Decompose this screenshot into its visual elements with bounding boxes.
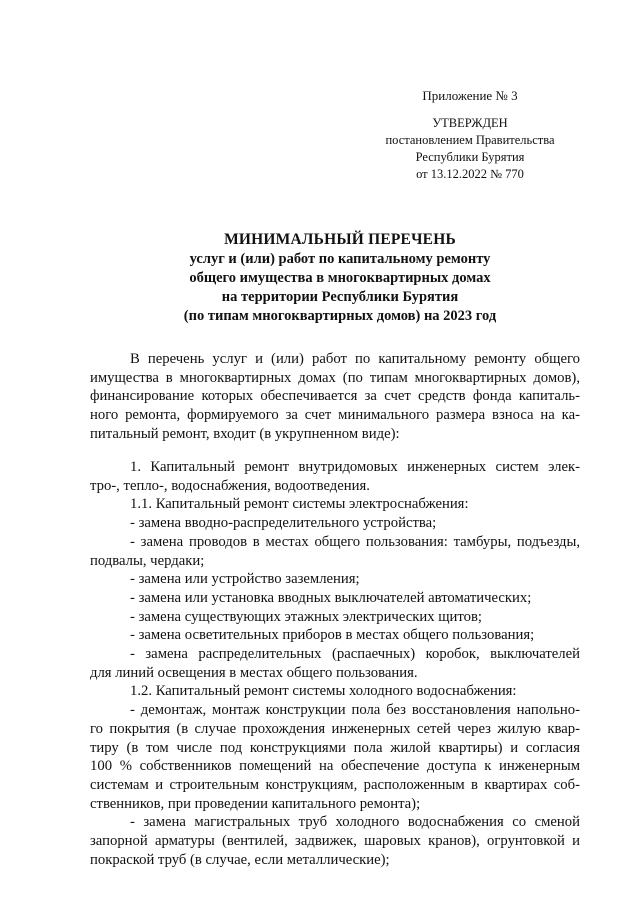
title-line: общего имущества в многоквартирных домах (189, 270, 491, 286)
approval-line: Республики Бурятия (415, 150, 525, 164)
title-main: МИНИМАЛЬНЫЙ ПЕРЕЧЕНЬ (224, 231, 456, 248)
list-line: тиру (в том числе под конструкциями пола жилой квартиры) и согласия (90, 739, 580, 756)
text-line: питальный ремонт, входит (в укрупненном виде): (90, 425, 400, 442)
title-line: (по типам многоквартирных домов) на 2023 год (183, 308, 497, 324)
text-line: ного ремонта, формируемого за счет минимального размера взноса на ка- (90, 407, 580, 424)
list-line: тро-, тепло-, водоснабжения, водоотведения. (90, 477, 370, 494)
list-line: - замена магистральных труб холодного водоснабжения со сменой (130, 814, 580, 831)
list-line: покраской труб (в случае, если металлические); (90, 851, 390, 868)
list-line: системам и строительным конструкциям, расположенным в квартирах соб- (90, 776, 580, 793)
document-title (90, 230, 590, 326)
list-line: 1.2. Капитальный ремонт системы холодного водоснабжения: (130, 683, 517, 700)
approval-line: УТВЕРЖДЕН (432, 116, 508, 130)
list-line: - замена или устройство заземления; (130, 571, 360, 588)
list-line: 100 % собственников помещений на обеспечение доступа к инженерным (90, 758, 580, 775)
list-line: - демонтаж, монтаж конструкции пола без восстановления напольно- (130, 702, 580, 719)
title-line: услуг и (или) работ по капитальному ремонту (189, 251, 491, 267)
approval-stamp (365, 115, 575, 183)
appendix-label: Приложение № 3 (422, 88, 518, 103)
list-line: - замена проводов в местах общего пользования: тамбуры, подъезды, (130, 533, 580, 550)
list-line: 1.1. Капитальный ремонт системы электроснабжения: (130, 496, 469, 513)
list-line: - замена вводно-распределительного устройства; (130, 515, 437, 532)
intro-paragraph (90, 350, 580, 444)
list-line: запорной арматуры (вентилей, задвижек, шаровых кранов), огрунтовкой и (90, 833, 580, 850)
list-line: подвалы, чердаки; (90, 552, 205, 569)
text-line: финансирование которых обеспечивается за счет средств фонда капиталь- (90, 388, 580, 405)
list-line: 1. Капитальный ремонт внутридомовых инженерных систем элек- (130, 459, 580, 475)
approval-line: постановлением Правительства (385, 133, 555, 147)
list-line: - замена существующих этажных электрических щитов; (130, 608, 482, 625)
text-line: В перечень услуг и (или) работ по капитальному ремонту общего (130, 351, 580, 367)
list-line: для линий освещения в местах общего пользования. (90, 664, 418, 681)
title-line: на территории Республики Бурятия (221, 289, 459, 305)
list-line: ственников, при проведении капитального ремонта); (90, 795, 421, 812)
list-line: го покрытия (в случае прохождения инженерных сетей через жилую квар- (90, 720, 580, 737)
works-list (90, 458, 580, 869)
text-line: имущества в многоквартирных домах (по типам многоквартирных домов), (90, 369, 580, 386)
approval-line: от 13.12.2022 № 770 (416, 167, 524, 181)
list-line: - замена или установка вводных выключателей автоматических; (130, 589, 532, 606)
list-line: - замена осветительных приборов в местах общего пользования; (130, 627, 535, 644)
list-line: - замена распределительных (распаечных) коробок, выключателей (130, 646, 580, 663)
